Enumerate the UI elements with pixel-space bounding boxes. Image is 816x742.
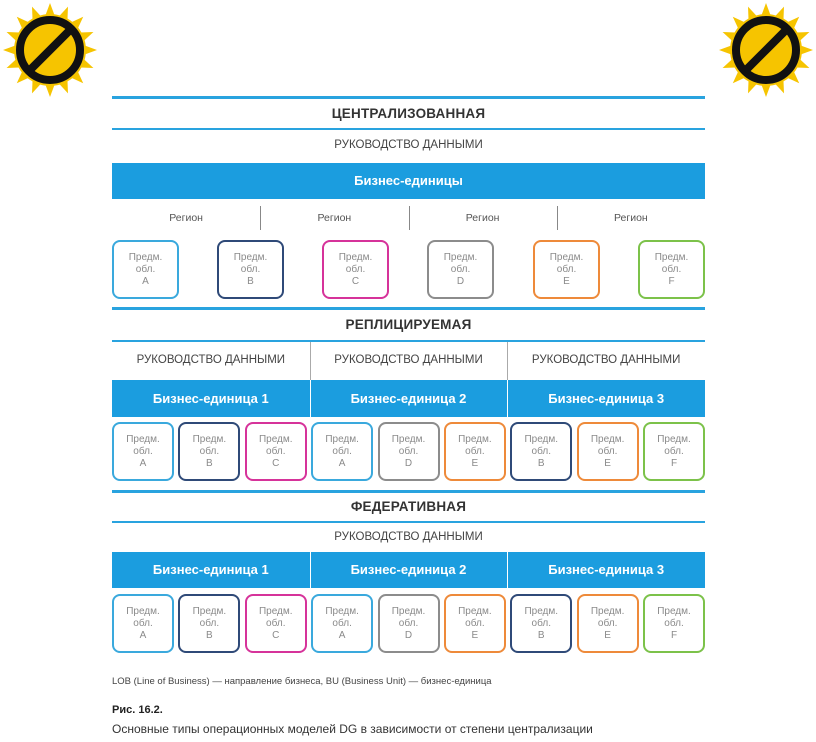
domain-line-l3: E [471, 629, 479, 641]
domain-line-l2: обл. [450, 263, 471, 275]
domain-box [217, 240, 284, 299]
domain-box [245, 594, 307, 653]
domain-line-l3: F [670, 629, 678, 641]
federated-governance: РУКОВОДСТВО ДАННЫМИ [334, 531, 483, 543]
domain-line-l3: E [604, 457, 611, 469]
federated-title-rule [112, 521, 705, 523]
domain-line-l3: A [338, 629, 346, 641]
replicated-bar-divider [310, 380, 311, 417]
replicated-column-divider [507, 342, 508, 380]
domain-line-l3: C [351, 275, 360, 287]
domain-box [577, 422, 639, 481]
domain-box [444, 422, 506, 481]
domain-line-l2: обл. [332, 445, 352, 457]
footnote: LOB (Line of Business) — направление бизнеса, BU (Business Unit) — бизнес-единица [112, 676, 492, 687]
domain-line-l2: обл. [345, 263, 366, 275]
domain-line-l2: обл. [398, 445, 419, 457]
domain-line-l2: обл. [199, 617, 220, 629]
domain-box [112, 594, 174, 653]
domain-box [427, 240, 494, 299]
domain-box [378, 594, 440, 653]
domain-line-l1: Предм. [458, 605, 492, 617]
figure-label: Рис. 16.2. [112, 704, 163, 716]
centralized-top-rule [112, 96, 705, 99]
domain-line-l1: Предм. [233, 251, 268, 263]
domain-line-l3: B [537, 457, 545, 469]
domain-line-l1: Предм. [657, 605, 691, 617]
federated-business-unit-bar: Бизнес-единица 1 [112, 552, 310, 588]
domain-line-l1: Предм. [258, 433, 293, 445]
domain-line-l1: Предм. [524, 433, 559, 445]
replicated-governance: РУКОВОДСТВО ДАННЫМИ [136, 354, 286, 366]
domain-line-l1: Предм. [391, 605, 426, 617]
domain-line-l2: обл. [133, 617, 153, 629]
domain-line-l3: C [272, 629, 280, 641]
domain-line-l2: обл. [661, 263, 682, 275]
domain-line-l2: обл. [664, 617, 684, 629]
centralized-title: ЦЕНТРАЛИЗОВАННАЯ [331, 106, 486, 121]
replicated-governance: РУКОВОДСТВО ДАННЫМИ [334, 354, 483, 366]
domain-line-l1: Предм. [126, 433, 160, 445]
region-label: Регион [169, 212, 203, 224]
domain-box [643, 422, 705, 481]
domain-line-l1: Предм. [654, 251, 689, 263]
domain-box [311, 422, 373, 481]
region-label: Регион [317, 212, 352, 224]
domain-line-l3: E [563, 275, 570, 287]
domain-line-l1: Предм. [325, 605, 359, 617]
domain-line-l2: обл. [597, 445, 618, 457]
replicated-governance: РУКОВОДСТВО ДАННЫМИ [531, 354, 681, 366]
domain-line-l2: обл. [240, 263, 261, 275]
domain-box [577, 594, 639, 653]
figure-caption: Основные типы операционных моделей DG в зависимости от степени централизации [112, 722, 593, 736]
prohibited-stamp-icon-left [0, 0, 100, 100]
domain-line-l2: обл. [531, 617, 551, 629]
domain-line-l3: B [247, 275, 254, 287]
domain-box [322, 240, 389, 299]
domain-line-l1: Предм. [128, 251, 163, 263]
domain-box [245, 422, 307, 481]
domain-line-l1: Предм. [458, 433, 492, 445]
replicated-business-unit-bar: Бизнес-единица 1 [112, 380, 310, 417]
region-divider [260, 206, 261, 230]
region-divider [409, 206, 410, 230]
domain-line-l1: Предм. [126, 605, 160, 617]
domain-line-l3: A [139, 457, 147, 469]
prohibited-stamp-icon-right [716, 0, 816, 100]
region-label: Регион [614, 212, 648, 224]
domain-line-l2: обл. [556, 263, 577, 275]
domain-box [178, 594, 240, 653]
federated-business-unit-bar: Бизнес-единица 2 [310, 552, 508, 588]
domain-line-l2: обл. [266, 445, 286, 457]
region-divider [557, 206, 558, 230]
domain-line-l3: C [272, 457, 280, 469]
domain-box [510, 422, 572, 481]
replicated-business-unit-bar: Бизнес-единица 2 [310, 380, 508, 417]
federated-bar-divider [507, 552, 508, 588]
domain-line-l1: Предм. [192, 605, 227, 617]
federated-title: ФЕДЕРАТИВНАЯ [350, 499, 467, 514]
domain-line-l2: обл. [597, 617, 618, 629]
domain-line-l3: B [206, 457, 213, 469]
domain-box [444, 594, 506, 653]
domain-line-l2: обл. [465, 445, 485, 457]
replicated-top-rule [112, 307, 705, 310]
domain-line-l2: обл. [133, 445, 153, 457]
domain-line-l1: Предм. [192, 433, 227, 445]
domain-line-l3: D [404, 629, 413, 641]
domain-line-l1: Предм. [258, 605, 293, 617]
domain-line-l3: F [670, 457, 678, 469]
domain-box [533, 240, 600, 299]
domain-line-l1: Предм. [443, 251, 478, 263]
replicated-title-rule [112, 340, 705, 342]
domain-line-l2: обл. [465, 617, 485, 629]
domain-box [510, 594, 572, 653]
domain-line-l3: A [338, 457, 346, 469]
domain-line-l2: обл. [199, 445, 220, 457]
replicated-business-unit-bar: Бизнес-единица 3 [507, 380, 705, 417]
domain-line-l3: A [139, 629, 147, 641]
domain-box [112, 240, 179, 299]
domain-line-l1: Предм. [590, 605, 625, 617]
domain-line-l1: Предм. [391, 433, 426, 445]
domain-line-l3: F [668, 275, 675, 287]
domain-box [311, 594, 373, 653]
centralized-governance: РУКОВОДСТВО ДАННЫМИ [334, 139, 483, 151]
domain-line-l2: обл. [398, 617, 419, 629]
domain-box [378, 422, 440, 481]
domain-line-l2: обл. [332, 617, 352, 629]
federated-bar-divider [310, 552, 311, 588]
domain-line-l3: B [537, 629, 545, 641]
domain-line-l3: D [456, 275, 465, 287]
domain-box [112, 422, 174, 481]
domain-line-l1: Предм. [657, 433, 691, 445]
domain-line-l1: Предм. [590, 433, 625, 445]
domain-line-l2: обл. [531, 445, 551, 457]
domain-line-l2: обл. [664, 445, 684, 457]
domain-line-l1: Предм. [338, 251, 373, 263]
domain-line-l1: Предм. [549, 251, 584, 263]
domain-line-l1: Предм. [524, 605, 559, 617]
region-label: Регион [465, 212, 500, 224]
domain-line-l3: D [404, 457, 413, 469]
domain-box [178, 422, 240, 481]
domain-line-l3: B [206, 629, 213, 641]
domain-box [638, 240, 705, 299]
replicated-title: РЕПЛИЦИРУЕМАЯ [345, 317, 472, 332]
domain-line-l1: Предм. [325, 433, 359, 445]
centralized-title-rule [112, 128, 705, 130]
replicated-bar-divider [507, 380, 508, 417]
domain-line-l3: A [142, 275, 149, 287]
replicated-column-divider [310, 342, 311, 380]
centralized-business-units-bar: Бизнес-единицы [112, 163, 705, 199]
federated-business-unit-bar: Бизнес-единица 3 [507, 552, 705, 588]
domain-box [643, 594, 705, 653]
domain-line-l2: обл. [266, 617, 286, 629]
domain-line-l3: E [604, 629, 611, 641]
federated-top-rule [112, 490, 705, 493]
domain-line-l3: E [471, 457, 479, 469]
domain-line-l2: обл. [135, 263, 156, 275]
